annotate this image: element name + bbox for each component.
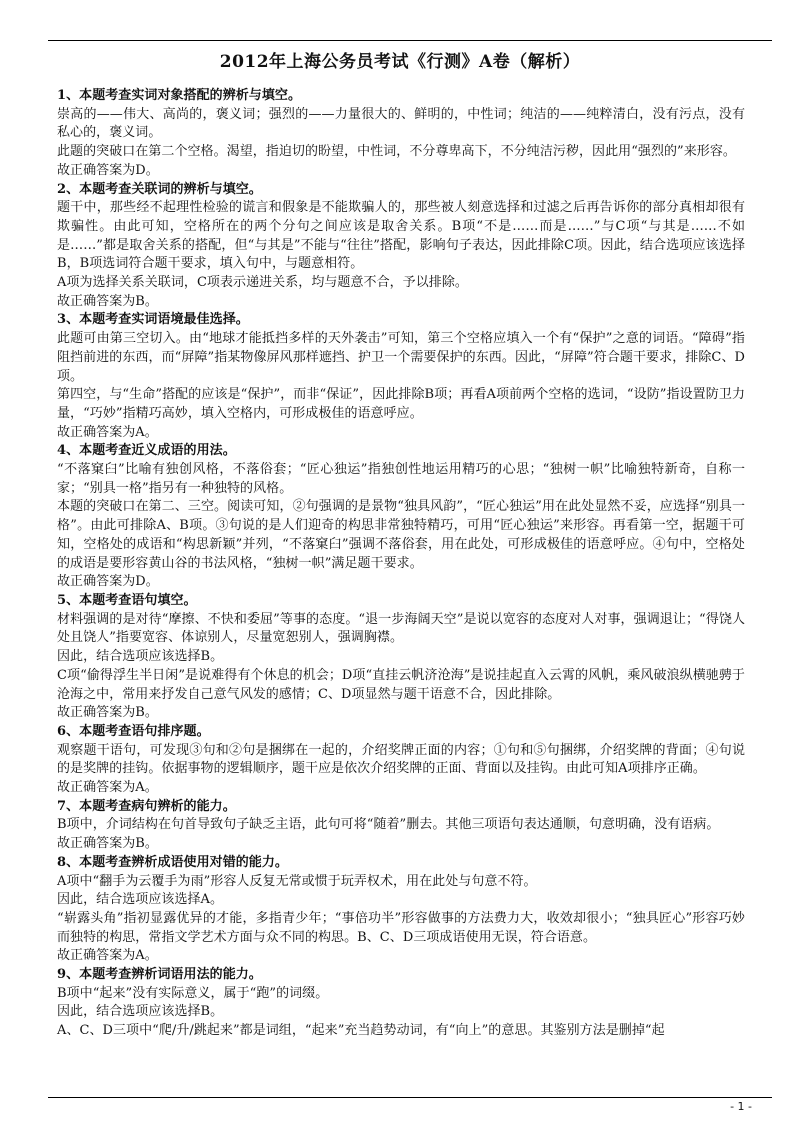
question-heading: 3、本题考查实词语境最佳选择。: [57, 312, 249, 328]
question-heading: 4、本题考查近义成语的用法。: [57, 443, 236, 459]
bottom-rule: [48, 1097, 772, 1098]
explanation-paragraph: A项中“翻手为云覆手为雨”形容人反复无常或惯于玩弄权术，用在此处与句意不符。: [57, 873, 537, 889]
explanation-paragraph: 因此，结合选项应该选择B。: [57, 649, 224, 665]
explanation-paragraph: “崭露头角”指初显露优异的才能，多指青少年；“事倍功半”形容做事的方法费力大，收效却很小；“独具匠心”形容巧妙而独特的构思，常指文学艺术方面与众不同的构思。B、C、D三项成语使用无误，符合语意。: [57, 910, 745, 945]
explanation-paragraph: 故正确答案为A。: [57, 424, 158, 440]
question-heading: 6、本题考查语句排序题。: [57, 723, 210, 739]
explanation-paragraph: 故正确答案为B。: [57, 293, 158, 309]
explanation-paragraph: 第四空，与“生命”搭配的应该是“保护”，而非“保证”，因此排除B项；再看A项前两个空格的选词，“设防”指设置防卫力量，“巧妙”指精巧高妙，填入空格内，可形成极佳的语意呼应。: [57, 387, 745, 421]
question-heading: 2、本题考查关联词的辨析与填空。: [57, 181, 262, 197]
explanation-paragraph: C项“偷得浮生半日闲”是说难得有个休息的机会；D项“直挂云帆济沧海”是说挂起直入云霄的风帆，乘风破浪纵横驰骋于沧海之中，常用来抒发自己意气风发的感情；C、D项显然与题干语意不合，因此排除。: [57, 667, 745, 702]
explanation-paragraph: A、C、D三项中“爬/升/跳起来”都是词组，“起来”充当趋势动词，有“向上”的意思。其鉴别方法是删掉“起: [57, 1023, 665, 1039]
page-number: - 1 -: [730, 1100, 752, 1113]
explanation-paragraph: 崇高的——伟大、高尚的，褒义词；强烈的——力量很大的、鲜明的，中性词；纯洁的——纯粹清白，没有污点，没有私心的，褒义词。: [57, 106, 745, 141]
explanation-paragraph: 故正确答案为D。: [57, 574, 159, 590]
explanation-paragraph: 故正确答案为B。: [57, 836, 158, 852]
explanation-paragraph: 故正确答案为A。: [57, 948, 158, 964]
explanation-paragraph: 因此，结合选项应该选择B。: [57, 1004, 224, 1020]
question-heading: 5、本题考查语句填空。: [57, 592, 197, 608]
question-heading: 7、本题考查病句辨析的能力。: [57, 798, 236, 814]
question-heading: 1、本题考查实词对象搭配的辨析与填空。: [57, 88, 301, 103]
explanation-paragraph: 此题可由第三空切入。由“地球才能抵挡多样的天外袭击”可知，第三个空格应填入一个有“保护”之意的词语。“障碍”指阻挡前进的东西，而“屏障”指某物像屏风那样遮挡、护卫一个需要保护的东西。因此，“屏障”符合题干要求，排除C、D项。: [57, 331, 745, 384]
question-heading: 9、本题考查辨析词语用法的能力。: [57, 967, 262, 983]
explanation-paragraph: B项中“起来”没有实际意义，属于“跑”的词缀。: [57, 985, 329, 1001]
explanation-paragraph: B项中，介词结构在句首导致句子缺乏主语，此句可将“随着”删去。其他三项语句表达通顺，句意明确，没有语病。: [57, 817, 720, 833]
document-body: [57, 87, 745, 1041]
explanation-paragraph: 故正确答案为B。: [57, 705, 158, 721]
explanation-paragraph: 观察题干语句，可发现③句和②句是捆绑在一起的，介绍奖牌正面的内容；①句和⑤句捆绑，介绍奖牌的背面；④句说的是奖牌的挂钩。依据事物的逻辑顺序，题干应是依次介绍奖牌的正面、背面以及挂钩。由此可知A项排序正确。: [57, 742, 745, 777]
explanation-paragraph: “不落窠臼”比喻有独创风格，不落俗套；“匠心独运”指独创性地运用精巧的心思；“独树一帜”比喻独特新奇，自称一家；“别具一格”指另有一种独特的风格。: [57, 462, 745, 496]
page-title: 2012年上海公务员考试《行测》A卷（解析）: [219, 52, 581, 72]
explanation-paragraph: 本题的突破口在第二、三空。阅读可知，②句强调的是景物“独具风韵”，“匠心独运”用在此处显然不妥，应选择“别具一格”。由此可排除A、B项。③句说的是人们迎奇的构思非常独特精巧，可用“匠心独运”来形容。再看第一空，据题干可知，空格处的成语和“构思新颖”并列，“不落窠臼”强调不落俗套，用在此处，可形成极佳的语意呼应。④句中，空格处的成语是要形容黄山谷的书法风格，“独树一帜”满足题干要求。: [57, 499, 745, 571]
explanation-paragraph: 题干中，那些经不起理性检验的谎言和假象是不能欺骗人的，那些被人刻意选择和过滤之后再告诉你的部分真相却很有欺骗性。由此可知，空格所在的两个分句之间应该是取舍关系。B项“不是……而是……”与C项“与其是……不如是……”都是取舍关系的搭配，但“与其是”不能与“往往”搭配，影响句子表达，因此排除C项。因此，结合选项应该选择B，B项选词符合题干要求，填入句中，与题意相符。: [57, 200, 745, 272]
explanation-paragraph: 材料强调的是对待“摩擦、不快和委屈”等事的态度。“退一步海阔天空”是说以宽容的态度对人对事，强调退让；“得饶人处且饶人”指要宽容、体谅别人，尽量宽恕别人，强调胸襟。: [57, 611, 745, 646]
explanation-paragraph: 故正确答案为D。: [57, 162, 159, 178]
explanation-paragraph: 故正确答案为A。: [57, 780, 158, 796]
top-rule: [48, 40, 772, 41]
explanation-paragraph: 因此，结合选项应该选择A。: [57, 892, 224, 908]
explanation-paragraph: 此题的突破口在第二个空格。渴望，指迫切的盼望，中性词，不分尊卑高下，不分纯洁污秽，因此用“强烈的”来形容。: [57, 144, 736, 160]
explanation-paragraph: A项为选择关系关联词，C项表示递进关系，均与题意不合，予以排除。: [57, 275, 468, 291]
question-heading: 8、本题考查辨析成语使用对错的能力。: [57, 854, 288, 870]
